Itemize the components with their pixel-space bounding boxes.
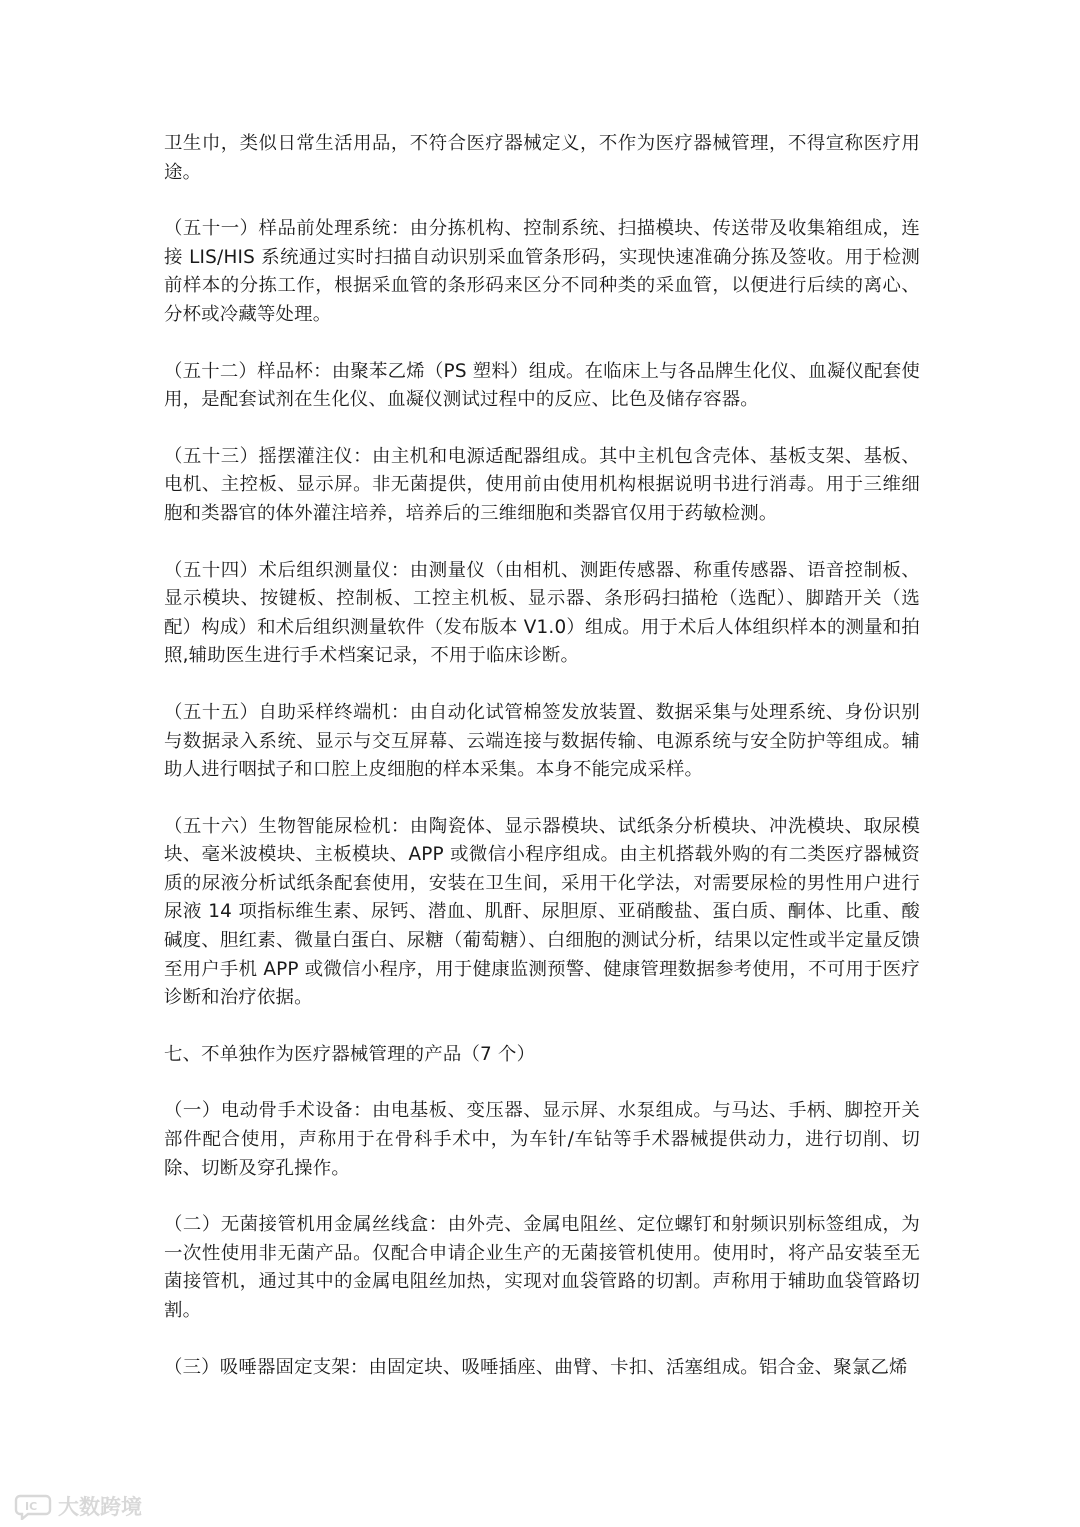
paragraph-item-52: （五十二）样品杯：由聚苯乙烯（PS 塑料）组成。在临床上与各品牌生化仪、血凝仪配套使用，是配套试剂在生化仪、血凝仪测试过程中的反应、比色及储存容器。 [164,360,920,411]
watermark-text: 大数跨境 [58,1495,142,1519]
paragraph-item-54: （五十四）术后组织测量仪：由测量仪（由相机、测距传感器、称重传感器、语音控制板、显示模块、按键板、控制板、工控主机板、显示器、条形码扫描枪（选配）、脚踏开关（选配）构成）和术后组织测量软件（发布版本 V1.0）组成。用于术后人体组织样本的测量和拍照,辅助医生进行手术档案记录，不用于临床诊断。 [164,559,920,667]
paragraph-section7-item-2: （二）无菌接管机用金属丝线盒：由外壳、金属电阻丝、定位螺钉和射频识别标签组成，为一次性使用非无菌产品。仅配合申请企业生产的无菌接管机使用。使用时，将产品安装至无菌接管机，通过其中的金属电阻丝加热，实现对血袋管路的切割。声称用于辅助血袋管路切割。 [164,1214,920,1321]
paragraph-sanitary-napkin: 卫生巾，类似日常生活用品，不符合医疗器械定义，不作为医疗器械管理，不得宣称医疗用途。 [164,133,920,183]
paragraph-item-51: （五十一）样品前处理系统：由分拣机构、控制系统、扫描模块、传送带及收集箱组成，连接 LIS/HIS 系统通过实时扫描自动识别采血管条形码，实现快速准确分拣及签收。用于检测前样本的分拣工作，根据采血管的条形码来区分不同种类的采血管，以便进行后续的离心、分杯或冷藏等处理。 [164,218,920,325]
paragraph-section7-item-3: （三）吸唾器固定支架：由固定块、吸唾插座、曲臂、卡扣、活塞组成。铝合金、聚氯乙烯 [164,1356,908,1378]
svg-text:IC: IC [25,1500,38,1513]
section-heading: 七、不单独作为医疗器械管理的产品（7 个） [164,1043,536,1065]
paragraph-section7-item-1: （一）电动骨手术设备：由电基板、变压器、显示屏、水泵组成。与马达、手柄、脚控开关部件配合使用，声称用于在骨科手术中，为车针/车钻等手术器械提供动力，进行切削、切除、切断及穿孔操作。 [164,1100,920,1179]
bubble-logo-icon [14,1492,54,1520]
document-page [164,130,920,1410]
watermark [14,1492,142,1520]
paragraph-item-53: （五十三）摇摆灌注仪：由主机和电源适配器组成。其中主机包含壳体、基板支架、基板、电机、主控板、显示屏。非无菌提供，使用前由使用机构根据说明书进行消毒。用于三维细胞和类器官的体外灌注培养，培养后的三维细胞和类器官仅用于药敏检测。 [164,445,920,524]
paragraph-item-56: （五十六）生物智能尿检机：由陶瓷体、显示器模块、试纸条分析模块、冲洗模块、取尿模块、毫米波模块、主板模块、APP 或微信小程序组成。由主机搭载外购的有二类医疗器械资质的尿液分析试纸条配套使用，安装在卫生间，采用干化学法，对需要尿检的男性用户进行尿液 14 项指标维生素、尿钙、潜血、肌酐、尿胆原、亚硝酸盐、蛋白质、酮体、比重、酸碱度、胆红素、微量白蛋白、尿糖（葡萄糖）、白细胞的测试分析，结果以定性或半定量反馈至用户手机 APP 或微信小程序，用于健康监测预警、健康管理数据参考使用，不可用于医疗诊断和治疗依据。 [164,815,920,1009]
paragraph-item-55: （五十五）自助采样终端机：由自动化试管棉签发放装置、数据采集与处理系统、身份识别与数据录入系统、显示与交互屏幕、云端连接与数据传输、电源系统与安全防护等组成。辅助人进行咽拭子和口腔上皮细胞的样本采集。本身不能完成采样。 [164,701,920,781]
